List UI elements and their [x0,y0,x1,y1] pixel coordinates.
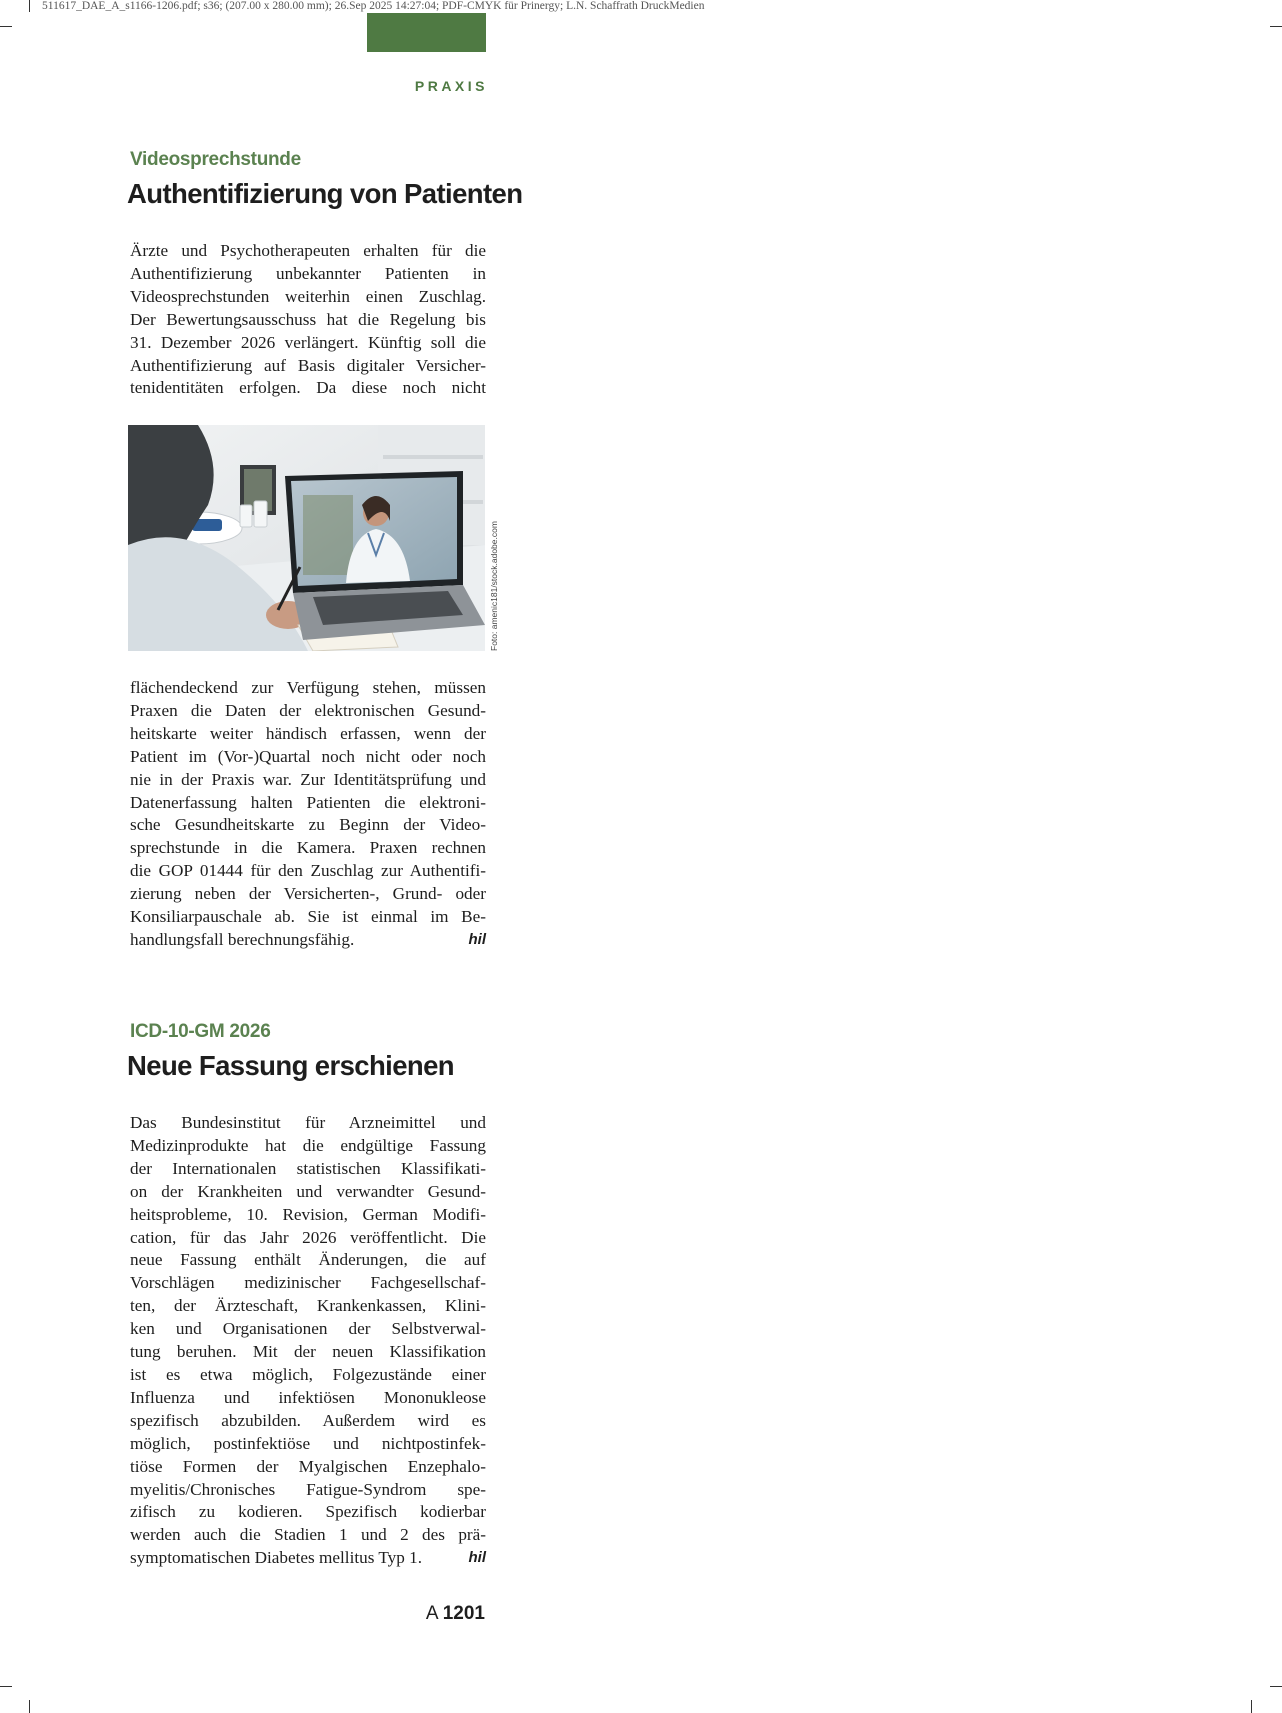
text-line: flächendeckend zur Verfügung stehen, müssen [130,678,486,697]
section-label: PRAXIS [414,78,488,94]
photo-credit: Foto: amenic181/stock.adobe.com [489,521,499,651]
text-line: tung beruhen. Mit der neuen Klassifikation [130,1342,486,1362]
text-line: Patient im (Vor-)Quartal noch nicht oder noch [130,746,486,766]
text-line: neue Fassung enthält Änderungen, die auf [130,1250,486,1270]
section-color-tab [367,13,486,52]
article2-body [130,1112,486,1570]
text-line: Vorschlägen medizinischer Fachgesellschaf- [130,1273,486,1293]
text-line: nie in der Praxis war. Zur Identitätsprüfung und [130,769,486,789]
crop-mark-bottom-left-h [0,1686,12,1687]
text-line: Ärzte und Psychotherapeuten erhalten für die [130,241,486,260]
text-line: zierung neben der Versicherten-, Grund- oder [130,884,486,904]
text-line: Authentifizierung unbekannter Patienten in [130,263,486,283]
page-number [380,1603,485,1625]
print-slug: 511617_DAE_A_s1166-1206.pdf; s36; (207.00 x 280.00 mm); 26.Sep 2025 14:27:04; PDF-CMYK für Prinergy; L.N. Schaffrath DruckMedien [42,0,705,12]
author-initials: hil [468,930,486,948]
last-line-text: symptomatischen Diabetes mellitus Typ 1. [130,1548,423,1568]
text-line: die GOP 01444 für den Zuschlag zur Authentifi- [130,861,486,881]
text-line-signature [130,1547,486,1570]
article1-kicker: Videosprechstunde [130,149,301,170]
text-line: sche Gesundheitskarte zu Beginn der Video- [130,815,486,835]
text-line-signature [130,929,486,952]
text-line: Influenza und infektiösen Mononukleose [130,1387,486,1407]
article1-paragraph-1 [130,240,486,400]
text-line: 31. Dezember 2026 verlängert. Künftig soll die [130,332,486,352]
text-line: möglich, postinfektiöse und nichtpostinfek- [130,1433,486,1453]
text-line: werden auch die Stadien 1 und 2 des prä- [130,1525,486,1545]
text-line: tenidentitäten erfolgen. Da diese noch nicht [130,378,486,398]
text-line: Der Bewertungsausschuss hat die Regelung bis [130,309,486,329]
text-line: spezifisch abzubilden. Außerdem wird es [130,1410,486,1430]
text-line: der Internationalen statistischen Klassifikati- [130,1158,486,1178]
text-line: Praxen die Daten der elektronischen Gesund- [130,700,486,720]
crop-mark-top-left-h [0,26,12,27]
article-photo-video-consultation [128,425,485,651]
text-line: Medizinprodukte hat die endgültige Fassung [130,1135,486,1155]
text-line: sprechstunde in die Kamera. Praxen rechnen [130,838,486,858]
text-line: myelitis/Chronisches Fatigue-Syndrom spe- [130,1479,486,1499]
crop-mark-bottom-right-h [1270,1686,1282,1687]
text-line: cation, für das Jahr 2026 veröffentlicht. Die [130,1227,486,1247]
crop-mark-bottom-left-v [29,1700,30,1713]
text-line: Datenerfassung halten Patienten die elektroni- [130,792,486,812]
text-line: Videosprechstunden weiterhin einen Zuschlag. [130,286,486,306]
article1-headline: Authentifizierung von Patienten [127,178,523,209]
text-line: on der Krankheiten und verwandter Gesund- [130,1181,486,1201]
article2-headline: Neue Fassung erschienen [127,1050,455,1081]
text-line: ken und Organisationen der Selbstverwal- [130,1319,486,1339]
text-line: ist es etwa möglich, Folgezustände einer [130,1364,486,1384]
text-line: Konsiliarpauschale ab. Sie ist einmal im Be- [130,907,486,927]
text-line: Authentifizierung auf Basis digitaler Versicher- [130,355,486,375]
text-line: heitsprobleme, 10. Revision, German Modifi- [130,1204,486,1224]
text-line: tiöse Formen der Myalgischen Enzephalo- [130,1456,486,1476]
page-number-prefix: A [425,1603,438,1624]
text-line: ten, der Ärzteschaft, Krankenkassen, Klini- [130,1296,486,1316]
author-initials: hil [468,1549,486,1567]
text-line: Das Bundesinstitut für Arzneimittel und [130,1113,486,1132]
crop-mark-top-right-h [1270,26,1282,27]
article1-paragraph-2 [130,677,486,952]
text-line: heitskarte weiter händisch erfassen, wenn der [130,723,486,743]
last-line-text: handlungsfall berechnungsfähig. [130,929,355,949]
crop-mark-top-left-v [29,0,30,12]
text-line: zifisch zu kodieren. Spezifisch kodierbar [130,1502,486,1522]
article2-kicker: ICD-10-GM 2026 [130,1021,271,1042]
crop-mark-bottom-right-v [1251,1700,1252,1713]
page-number-value: 1201 [442,1603,485,1624]
